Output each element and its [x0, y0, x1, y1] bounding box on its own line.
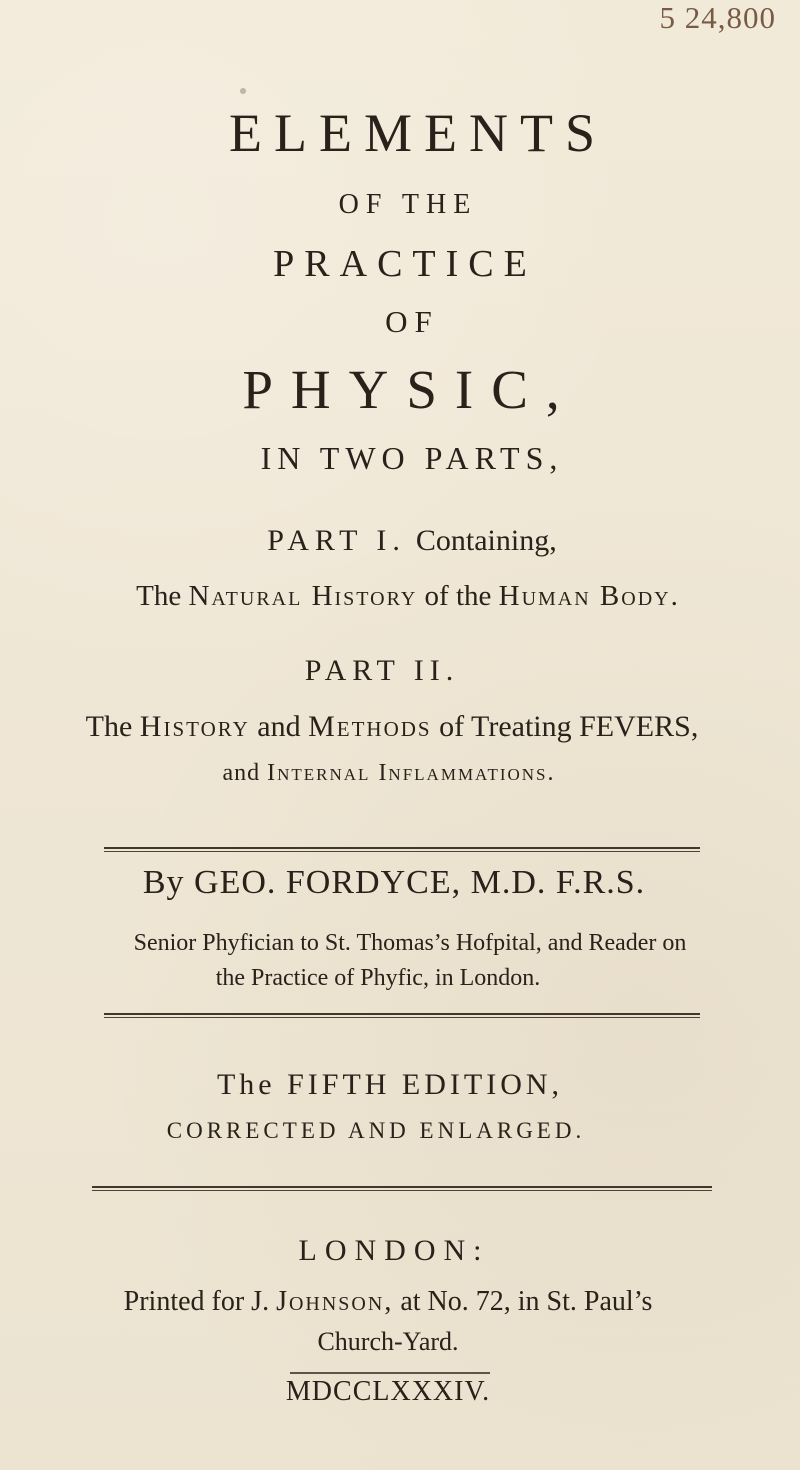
- title-of-the: OF THE: [338, 189, 478, 220]
- part-two-suffix: of Treating FEVERS,: [439, 710, 699, 743]
- imprint-date: MDCCLXXXIV.: [285, 1376, 491, 1407]
- part-two-line2-prefix: and: [222, 760, 261, 786]
- imprint-printed-prefix: Printed for J.: [123, 1286, 270, 1317]
- part-two-line2-highlight: Internal Inflammations.: [267, 760, 556, 786]
- author-position-2: the Practice of Phyfic, in London.: [215, 965, 541, 991]
- part-one-label: PART I.: [267, 524, 406, 557]
- part-one-highlight: Natural History: [188, 580, 418, 612]
- part-two-prefix: The: [85, 710, 133, 743]
- rule-divider-bottom: [92, 1185, 712, 1193]
- ink-speck: [240, 88, 246, 94]
- part-one-heading: [12, 524, 800, 558]
- shelfmark: 5 24,800: [659, 0, 776, 35]
- part-one-highlight-2: Human Body.: [498, 580, 680, 612]
- part-one-prefix: The: [136, 580, 182, 612]
- part-two-subject-line-2: [0, 760, 789, 787]
- part-two-subject: [0, 710, 792, 744]
- part-one-subject: [8, 580, 800, 613]
- title-two-parts: IN TWO PARTS,: [260, 440, 564, 476]
- title-practice: PRACTICE: [273, 243, 537, 285]
- part-two-highlight-2: Methods: [308, 710, 432, 743]
- imprint-location: Church-Yard.: [317, 1327, 459, 1356]
- rule-divider-top: [104, 846, 700, 854]
- part-one-desc: Containing,: [415, 524, 557, 557]
- imprint-city: LONDON:: [298, 1234, 490, 1267]
- imprint-printed-suffix: at No. 72, in St. Paul’s: [400, 1286, 653, 1317]
- rule-divider-middle: [104, 1012, 700, 1020]
- title-physic: PHYSIC,: [242, 359, 578, 420]
- part-two-highlight: History: [139, 710, 250, 743]
- title-elements: ELEMENTS: [229, 103, 607, 163]
- part-two-middle: and: [257, 710, 301, 743]
- author-position-1: Senior Phyfician to St. Thomas’s Hofpital, and Reader on: [133, 930, 687, 956]
- author-byline: By GEO. FORDYCE, M.D. F.R.S.: [142, 864, 646, 901]
- title-of: OF: [385, 304, 439, 339]
- part-two-heading: PART II.: [304, 654, 460, 687]
- imprint-printed-line: [0, 1286, 788, 1318]
- rule-divider-short: [290, 1372, 490, 1374]
- part-one-middle: of the: [424, 580, 492, 612]
- edition-line-2: CORRECTED AND ENLARGED.: [166, 1118, 586, 1143]
- edition-line-1: The FIFTH EDITION,: [216, 1068, 564, 1101]
- imprint-printer: Johnson,: [276, 1286, 394, 1317]
